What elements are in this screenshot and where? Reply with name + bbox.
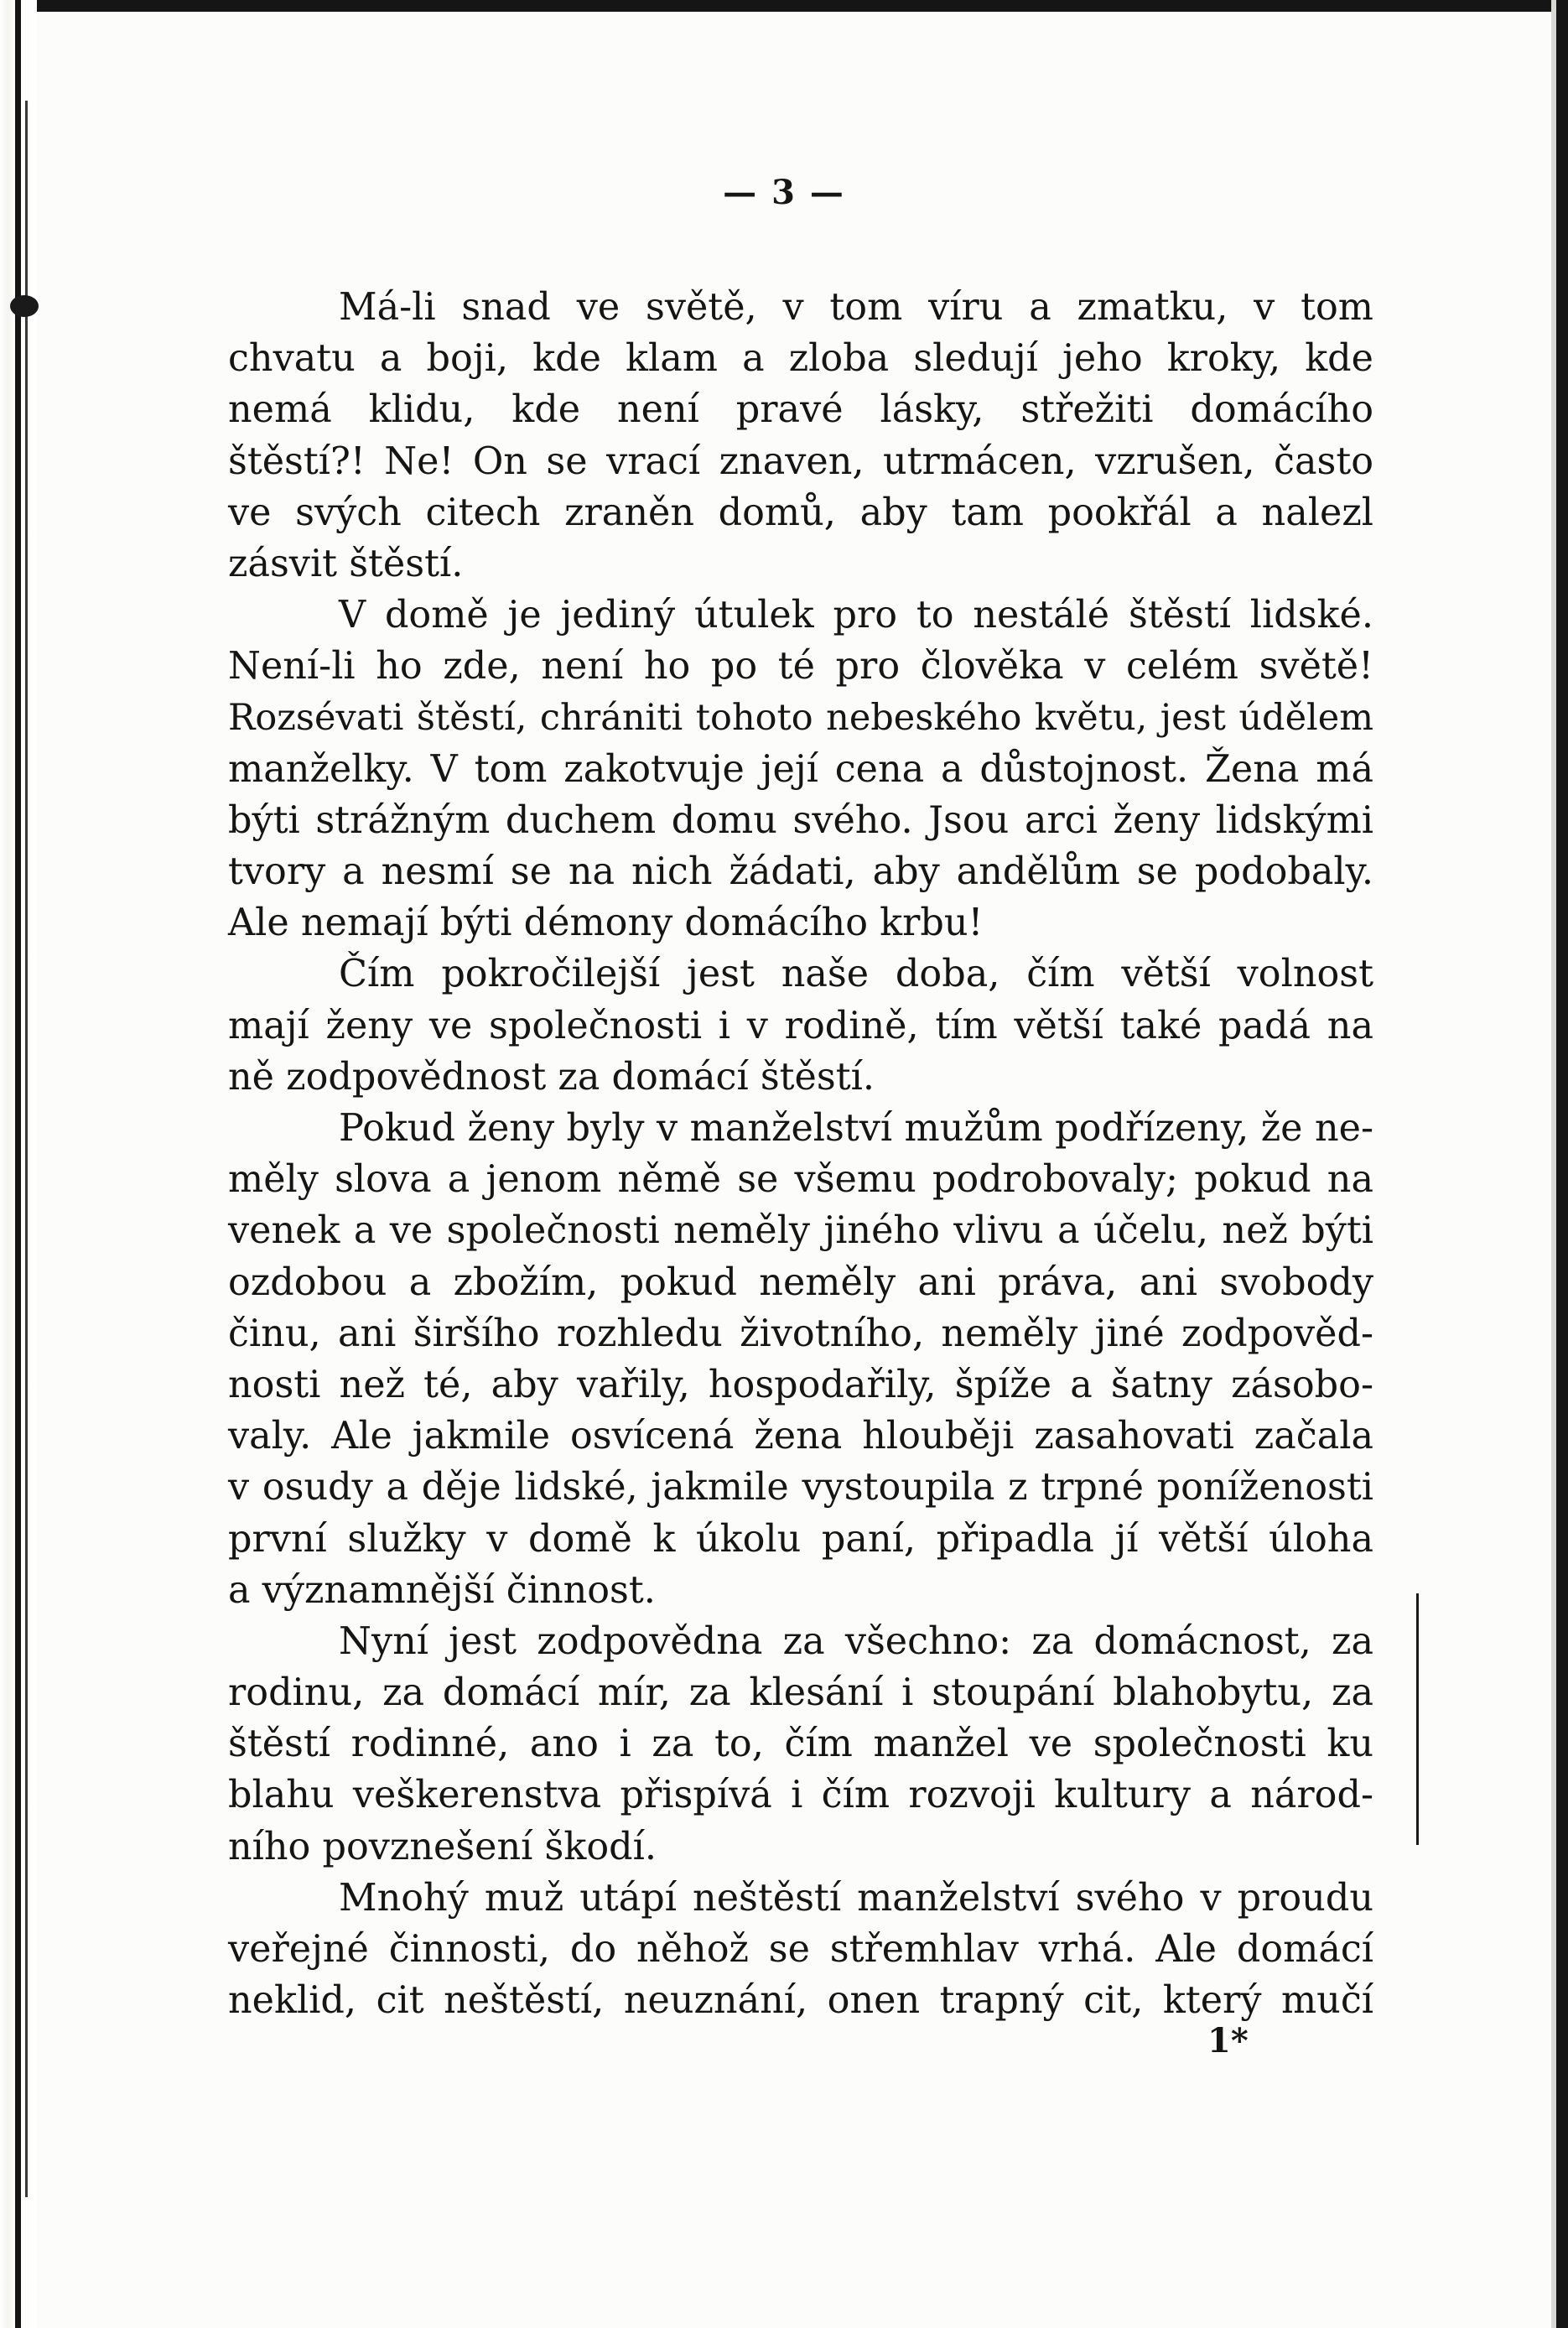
- spine-line: [15, 0, 21, 2328]
- text-line: venek a ve společnosti neměly jiného vlivu a účelu, než býti: [228, 1209, 1373, 1253]
- text-line: nosti než té, aby vařily, hospodařily, špíže a šatny zásobo-: [228, 1363, 1373, 1406]
- text-line: a významnější činnost.: [228, 1568, 656, 1612]
- text-line: Není-li ho zde, není ho po té pro člověka v celém světě!: [228, 645, 1373, 689]
- text-line: neklid, cit neštěstí, neuznání, onen trapný cit, který mučí: [228, 1979, 1373, 2023]
- right-scan-edge: [1556, 0, 1568, 2328]
- text-line: rodinu, za domácí mír, za klesání i stoupání blahobytu, za: [228, 1671, 1373, 1715]
- margin-bracket-mark: [1416, 1593, 1424, 1845]
- text-line: ve svých citech zraněn domů, aby tam pookřál a nalezl: [228, 491, 1373, 534]
- text-line: štěstí rodinné, ano i za to, čím manžel ve společnosti ku: [228, 1723, 1373, 1766]
- text-line: býti strážným duchem domu svého. Jsou arci ženy lidskými: [228, 798, 1373, 842]
- body-text: [228, 282, 1373, 2026]
- text-line: měly slova a jenom němě se všemu podrobovaly; pokud na: [228, 1158, 1373, 1202]
- text-line: manželky. V tom zakotvuje její cena a důstojnost. Žena má: [228, 747, 1373, 791]
- text-line: Pokud ženy byly v manželství mužům podřízeny, že ne-: [339, 1107, 1373, 1150]
- text-line: tvory a nesmí se na nich žádati, aby andělům se podobaly.: [228, 850, 1373, 894]
- binding-clip-mark: [10, 295, 39, 317]
- text-line: zásvit štěstí.: [228, 542, 464, 585]
- text-line: štěstí?! Ne! On se vrací znaven, utrmácen, vzrušen, často: [228, 439, 1373, 483]
- text-line: blahu veškerenstva přispívá i čím rozvoji kultury a národ-: [228, 1774, 1373, 1817]
- text-line: ně zodpovědnost za domácí štěstí.: [228, 1055, 875, 1099]
- page-number: — 3 —: [723, 173, 845, 212]
- spine-shadow: [25, 101, 28, 2197]
- text-line: mají ženy ve společnosti i v rodině, tím větší také padá na: [228, 1004, 1373, 1047]
- text-line: chvatu a boji, kde klam a zloba sledují jeho kroky, kde: [228, 337, 1373, 381]
- text-line: v osudy a děje lidské, jakmile vystoupila z trpné poníženosti: [228, 1466, 1373, 1510]
- text-line: ního povznešení škodí.: [228, 1825, 657, 1868]
- signature-mark: 1*: [1207, 2021, 1249, 2060]
- text-line: Mnohý muž utápí neštěstí manželství svého v proudu: [339, 1876, 1373, 1920]
- text-line: nemá klidu, kde není pravé lásky, střežiti domácího: [228, 388, 1373, 432]
- text-line: první služky v domě k úkolu paní, připadla jí větší úloha: [228, 1517, 1373, 1561]
- text-line: veřejné činnosti, do něhož se střemhlav vrhá. Ale domácí: [228, 1928, 1373, 1971]
- text-line: Nyní jest zodpovědna za všechno: za domácnost, za: [339, 1619, 1373, 1663]
- text-line: V domě je jediný útulek pro to nestálé štěstí lidské.: [339, 594, 1373, 637]
- text-line: valy. Ale jakmile osvícená žena hlouběji zasahovati začala: [228, 1415, 1373, 1458]
- text-line: Má-li snad ve světě, v tom víru a zmatku, v tom: [339, 286, 1373, 329]
- text-line: ozdobou a zbožím, pokud neměly ani práva, ani svobody: [228, 1260, 1373, 1304]
- text-line: činu, ani širšího rozhledu životního, neměly jiné zodpověd-: [228, 1312, 1373, 1355]
- text-line: Čím pokročilejší jest naše doba, čím větší volnost: [339, 953, 1373, 996]
- text-line: Rozsévati štěstí, chrániti tohoto nebeského květu, jest údělem: [228, 696, 1373, 739]
- text-line: Ale nemají býti démony domácího krbu!: [228, 902, 984, 945]
- top-scan-edge: [0, 0, 1568, 12]
